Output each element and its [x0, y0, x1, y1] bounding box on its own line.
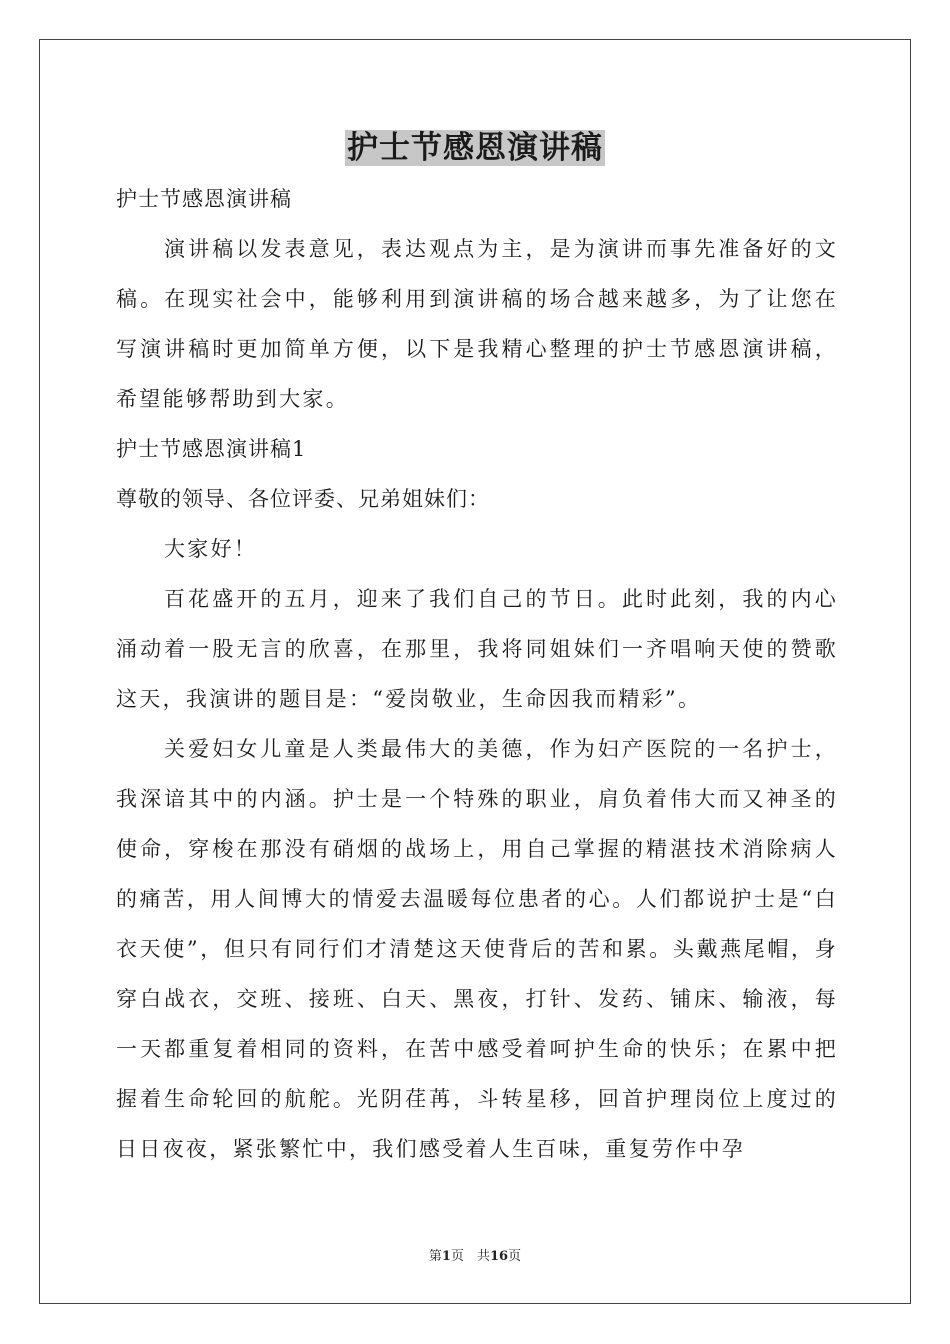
- document-body: [116, 174, 838, 1174]
- footer-suffix: 页: [508, 1249, 522, 1264]
- paragraph-salutation: 尊敬的领导、各位评委、兄弟姐妹们：: [116, 487, 490, 511]
- footer-middle: 页 共: [450, 1249, 490, 1264]
- paragraph-body-2: 关爱妇女儿童是人类最伟大的美德，作为妇产医院的一名护士，我深谙其中的内涵。护士是一个特殊的职业，肩负着伟大而又神圣的使命，穿梭在那没有硝烟的战场上，用自己掌握的精湛技术消除病人的痛苦，用人间博大的情爱去温暖每位患者的心。人们都说护士是“白衣天使”，但只有同行们才清楚这天使背后的苦和累。头戴燕尾帽，身穿白战衣，交班、接班、白天、黑夜，打针、发药、铺床、输液，每一天都重复着相同的资料，在苦中感受着呵护生命的快乐；在累中把握着生命轮回的航舵。光阴荏苒，斗转星移，回首护理岗位上度过的日日夜夜，紧张繁忙中，我们感受着人生百味，重复劳作中孕: [116, 737, 838, 1161]
- paragraph-intro: 演讲稿以发表意见，表达观点为主，是为演讲而事先准备好的文稿。在现实社会中，能够利用到演讲稿的场合越来越多，为了让您在写演讲稿时更加简单方便，以下是我精心整理的护士节感恩演讲稿，希望能够帮助到大家。: [116, 237, 838, 411]
- paragraph-body-1: 百花盛开的五月，迎来了我们自己的节日。此时此刻，我的内心涌动着一股无言的欣喜，在那里，我将同姐妹们一齐唱响天使的赞歌这天，我演讲的题目是：“爱岗敬业，生命因我而精彩”。: [116, 587, 838, 711]
- paragraph-heading: 护士节感恩演讲稿: [116, 187, 292, 211]
- document-title-text: 护士节感恩演讲稿: [347, 130, 603, 166]
- document-title: [0, 126, 950, 170]
- footer-prefix: 第: [428, 1249, 442, 1264]
- page-footer: [0, 1245, 950, 1264]
- footer-total-pages: 16: [489, 1249, 509, 1264]
- paragraph-greeting: 大家好！: [164, 537, 258, 561]
- footer-page-number: 1: [441, 1249, 451, 1264]
- paragraph-section-title: 护士节感恩演讲稿1: [116, 437, 307, 461]
